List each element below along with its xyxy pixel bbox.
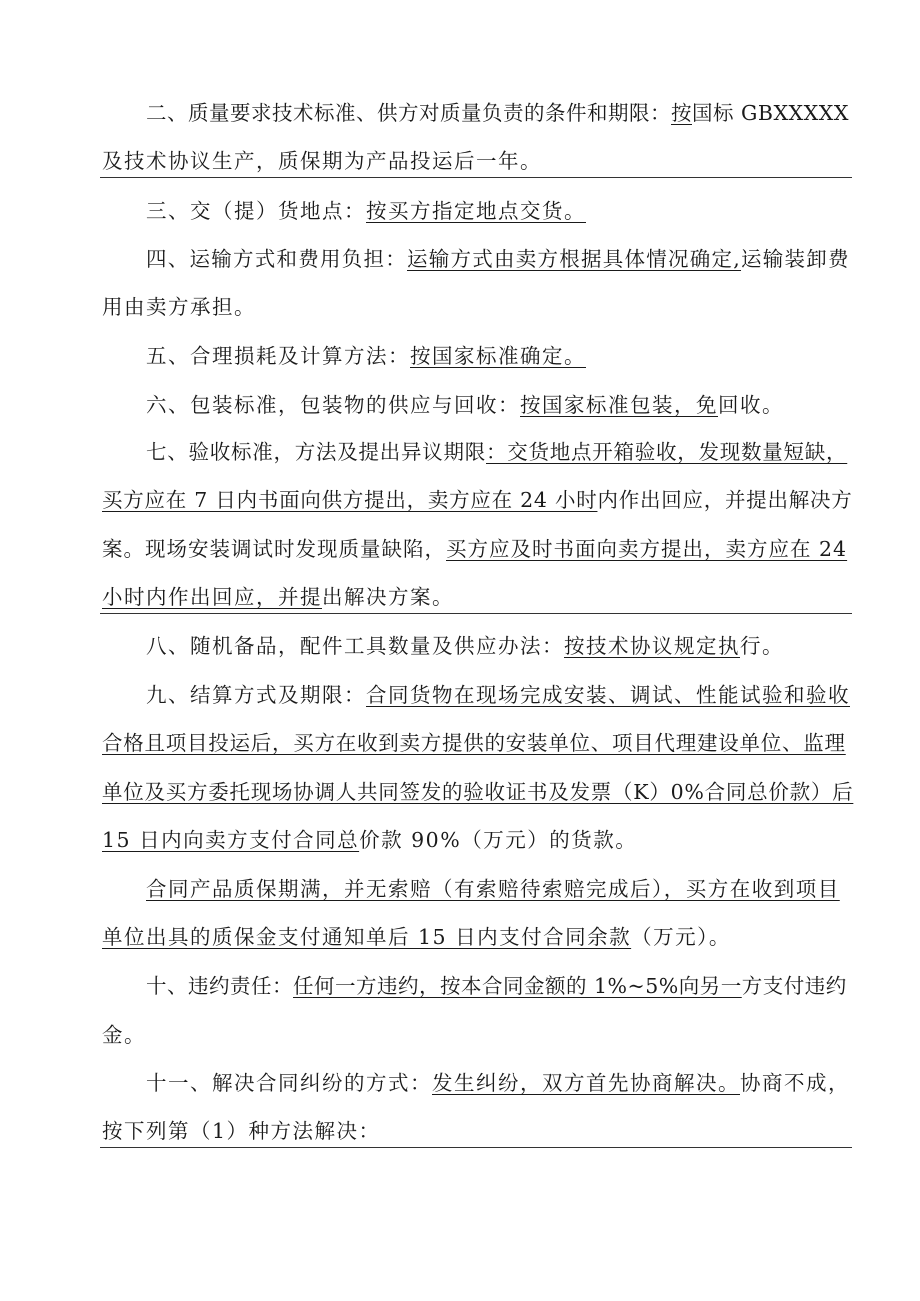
clause-2-line-1 [146, 98, 852, 128]
clause-10-label: 十、违约责任： [146, 974, 293, 998]
clause-2-line-2: 及技术协议生产，质保期为产品投运后一年。 [102, 149, 542, 173]
clause-4-value: 运输方式由卖方根据具体情况确定, [407, 247, 742, 271]
clause-2-value-start: 按 [671, 101, 692, 125]
clause-10-line-1 [146, 971, 852, 1001]
clause-9-text-4: 价款 90%（万元）的货款。 [359, 828, 638, 852]
clause-7-value-4: 小时内作出回应，并提 [102, 585, 322, 609]
clause-9-line-1 [146, 680, 852, 710]
clause-2-label: 二、质量要求技术标准、供方对质量负责的条件和期限： [146, 101, 671, 125]
clause-5 [146, 341, 852, 371]
clause-11-line-1 [146, 1068, 852, 1098]
clause-6-label: 六、包装标准，包装物的供应与回收： [146, 393, 520, 417]
clause-9b-line-2 [102, 922, 852, 952]
clause-11-tail: 协商不成， [740, 1071, 850, 1095]
clause-5-value: 按国家标准确定。 [410, 344, 586, 368]
clause-10-value: 任何一方违约，按本合同金额的 1%~5%向另一 [293, 974, 742, 998]
clause-7-text-2: 内作出回应，并提出解决方 [597, 488, 853, 512]
clause-7-value-2: 买方应在 7 日内书面向供方提出，卖方应在 24 小时 [102, 488, 598, 512]
clause-7-line-1 [146, 437, 852, 467]
clause-4-tail: 运输装卸费 [741, 247, 850, 271]
clause-9b-line-1 [146, 874, 852, 904]
clause-10-line-2: 金。 [102, 1023, 146, 1047]
clause-7-value-3: 买方应及时书面向卖方提出，卖方应在 24 [446, 537, 848, 561]
clause-4-label: 四、运输方式和费用负担： [146, 247, 407, 271]
clause-9b-value-2: 单位出具的质保金支付通知单后 15 日内支付合同余款 [102, 925, 632, 949]
clause-7-line-2 [102, 485, 852, 515]
clause-7-line-3 [102, 534, 852, 564]
divider-rule [100, 613, 852, 614]
clause-9b-value-1: 合同产品质保期满，并无索赔（有索赔待索赔完成后），买方在收到项目 [146, 877, 840, 901]
clause-9-line-3 [102, 777, 852, 807]
clause-7-text-4: 出解决方案。 [322, 585, 454, 609]
clause-7-label: 七、验收标准，方法及提出异议期限 [146, 440, 486, 464]
clause-9-value-4: 15 日内向卖方支付合同总 [102, 828, 360, 852]
clause-6-tail: 回收。 [718, 393, 784, 417]
clause-9b-text-2: （万元）。 [631, 925, 731, 949]
clause-8-value: 按技术协议规定执 [564, 634, 740, 658]
divider-rule [100, 177, 852, 178]
clause-5-label: 五、合理损耗及计算方法： [146, 344, 410, 368]
clause-4-line-2: 用由卖方承担。 [102, 295, 256, 319]
clause-11-value: 发生纠纷，双方首先协商解决。 [432, 1071, 740, 1095]
clause-7-text-3: 案。现场安装调试时发现质量缺陷， [102, 537, 446, 561]
clause-10-tail: 方支付违约 [741, 974, 847, 998]
clause-9-value-3: 单位及买方委托现场协调人共同签发的验收证书及发票（K）0%合同总价款）后 [102, 780, 854, 804]
clause-9-line-2 [102, 728, 852, 758]
clause-6-value: 按国家标准包装，免 [520, 393, 718, 417]
clause-3-label: 三、交（提）货地点： [146, 199, 366, 223]
clause-8-label: 八、随机备品，配件工具数量及供应办法： [146, 634, 564, 658]
clause-7-line-4 [102, 582, 852, 612]
clause-8 [146, 631, 852, 661]
clause-11-label: 十一、解决合同纠纷的方式： [146, 1071, 432, 1095]
clause-3-value: 按买方指定地点交货。 [366, 199, 586, 223]
divider-rule [100, 1147, 852, 1148]
clause-4-line-1 [146, 244, 852, 274]
clause-6 [146, 390, 852, 420]
clause-9-label: 九、结算方式及期限： [146, 683, 366, 707]
clause-3 [146, 196, 852, 226]
clause-9-value-1: 合同货物在现场完成安装、调试、性能试验和验收 [366, 683, 850, 707]
clause-7-value-1: ：交货地点开箱验收，发现数量短缺， [486, 440, 848, 464]
clause-2-standard: 国标 GBXXXXX [692, 101, 849, 125]
clause-8-tail: 行。 [740, 634, 784, 658]
clause-9-line-4 [102, 825, 852, 855]
clause-11-line-2: 按下列第（1）种方法解决： [102, 1119, 381, 1143]
clause-9-value-2: 合格且项目投运后，买方在收到卖方提供的安装单位、项目代理建设单位、监理 [102, 731, 846, 755]
